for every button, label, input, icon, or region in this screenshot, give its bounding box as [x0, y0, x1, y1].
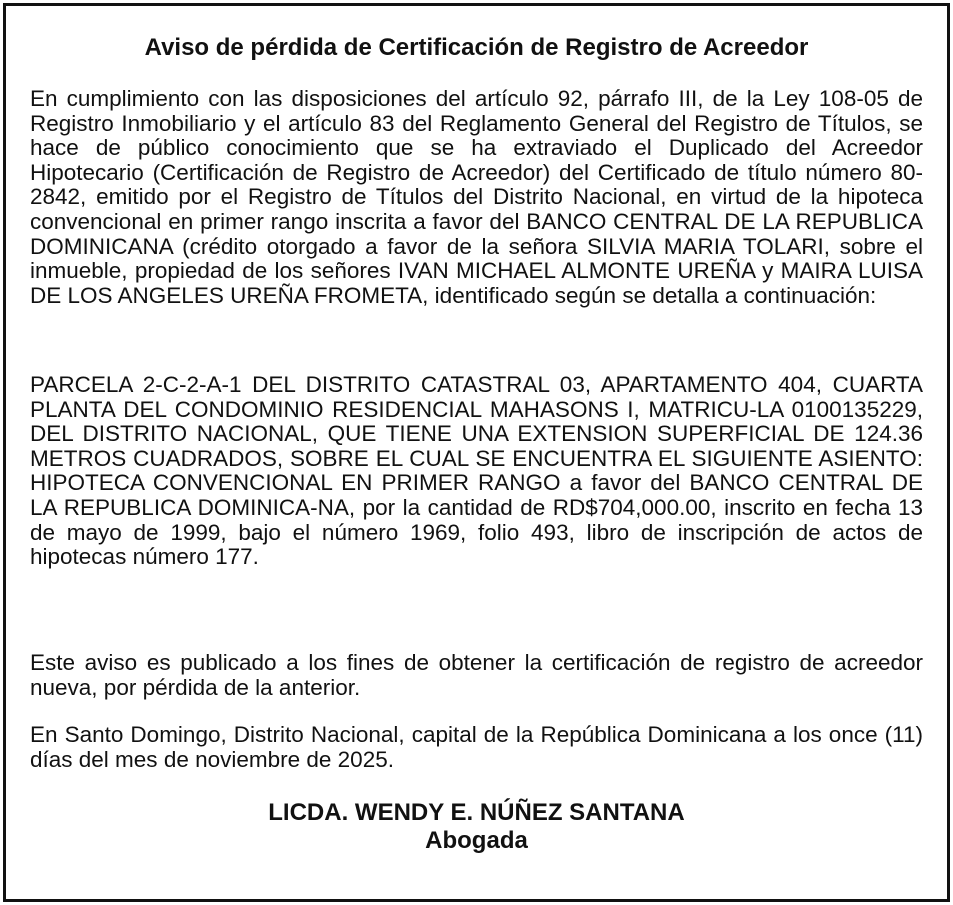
paragraph-property-description: PARCELA 2-C-2-A-1 DEL DISTRITO CATASTRAL 03, APARTAMENTO 404, CUARTA PLANTA DEL CONDOMINIO RESIDENCIAL MAHASONS I, MATRICU-LA 0100135229, DEL DISTRITO NACIONAL, QUE TIENE UNA EXTENSION SUPERFICIAL DE 124.36 METROS CUADRADOS, SOBRE EL CUAL SE ENCUENTRA EL SIGUIENTE ASIENTO: HIPOTECA CONVENCIONAL EN PRIMER RANGO a favor del BANCO CENTRAL DE LA REPUBLICA DOMINICA-NA, por la cantidad de RD$704,000.00, inscrito en fecha 13 de mayo de 1999, bajo el número 1969, folio 493, libro de inscripción de actos de hipotecas número 177. [30, 372, 923, 570]
legal-notice [3, 3, 950, 902]
paragraph-purpose: Este aviso es publicado a los fines de obtener la certificación de registro de acreedor nueva, por pérdida de la anterior. [30, 650, 923, 700]
paragraph-place-date: En Santo Domingo, Distrito Nacional, capital de la República Dominicana a los once (11) días del mes de noviembre de 2025. [30, 722, 923, 772]
signatory-name: LICDA. WENDY E. NÚÑEZ SANTANA [268, 799, 685, 826]
notice-title: Aviso de pérdida de Certificación de Registro de Acreedor [144, 34, 809, 61]
signatory-role: Abogada [425, 827, 528, 854]
paragraph-legal-basis: En cumplimiento con las disposiciones del artículo 92, párrafo III, de la Ley 108-05 de Registro Inmobiliario y el artículo 83 del Reglamento General del Registro de Títulos, se hace de público conocimiento que se ha extraviado el Duplicado del Acreedor Hipotecario (Certificación de Registro de Acreedor) del Certificado de título número 80-2842, emitido por el Registro de Títulos del Distrito Nacional, en virtud de la hipoteca convencional en primer rango inscrita a favor del BANCO CENTRAL DE LA REPUBLICA DOMINICANA (crédito otorgado a favor de la señora SILVIA MARIA TOLARI, sobre el inmueble, propiedad de los señores IVAN MICHAEL ALMONTE UREÑA y MAIRA LUISA DE LOS ANGELES UREÑA FROMETA, identificado según se detalla a continuación: [30, 86, 923, 308]
signature-block [6, 799, 947, 855]
